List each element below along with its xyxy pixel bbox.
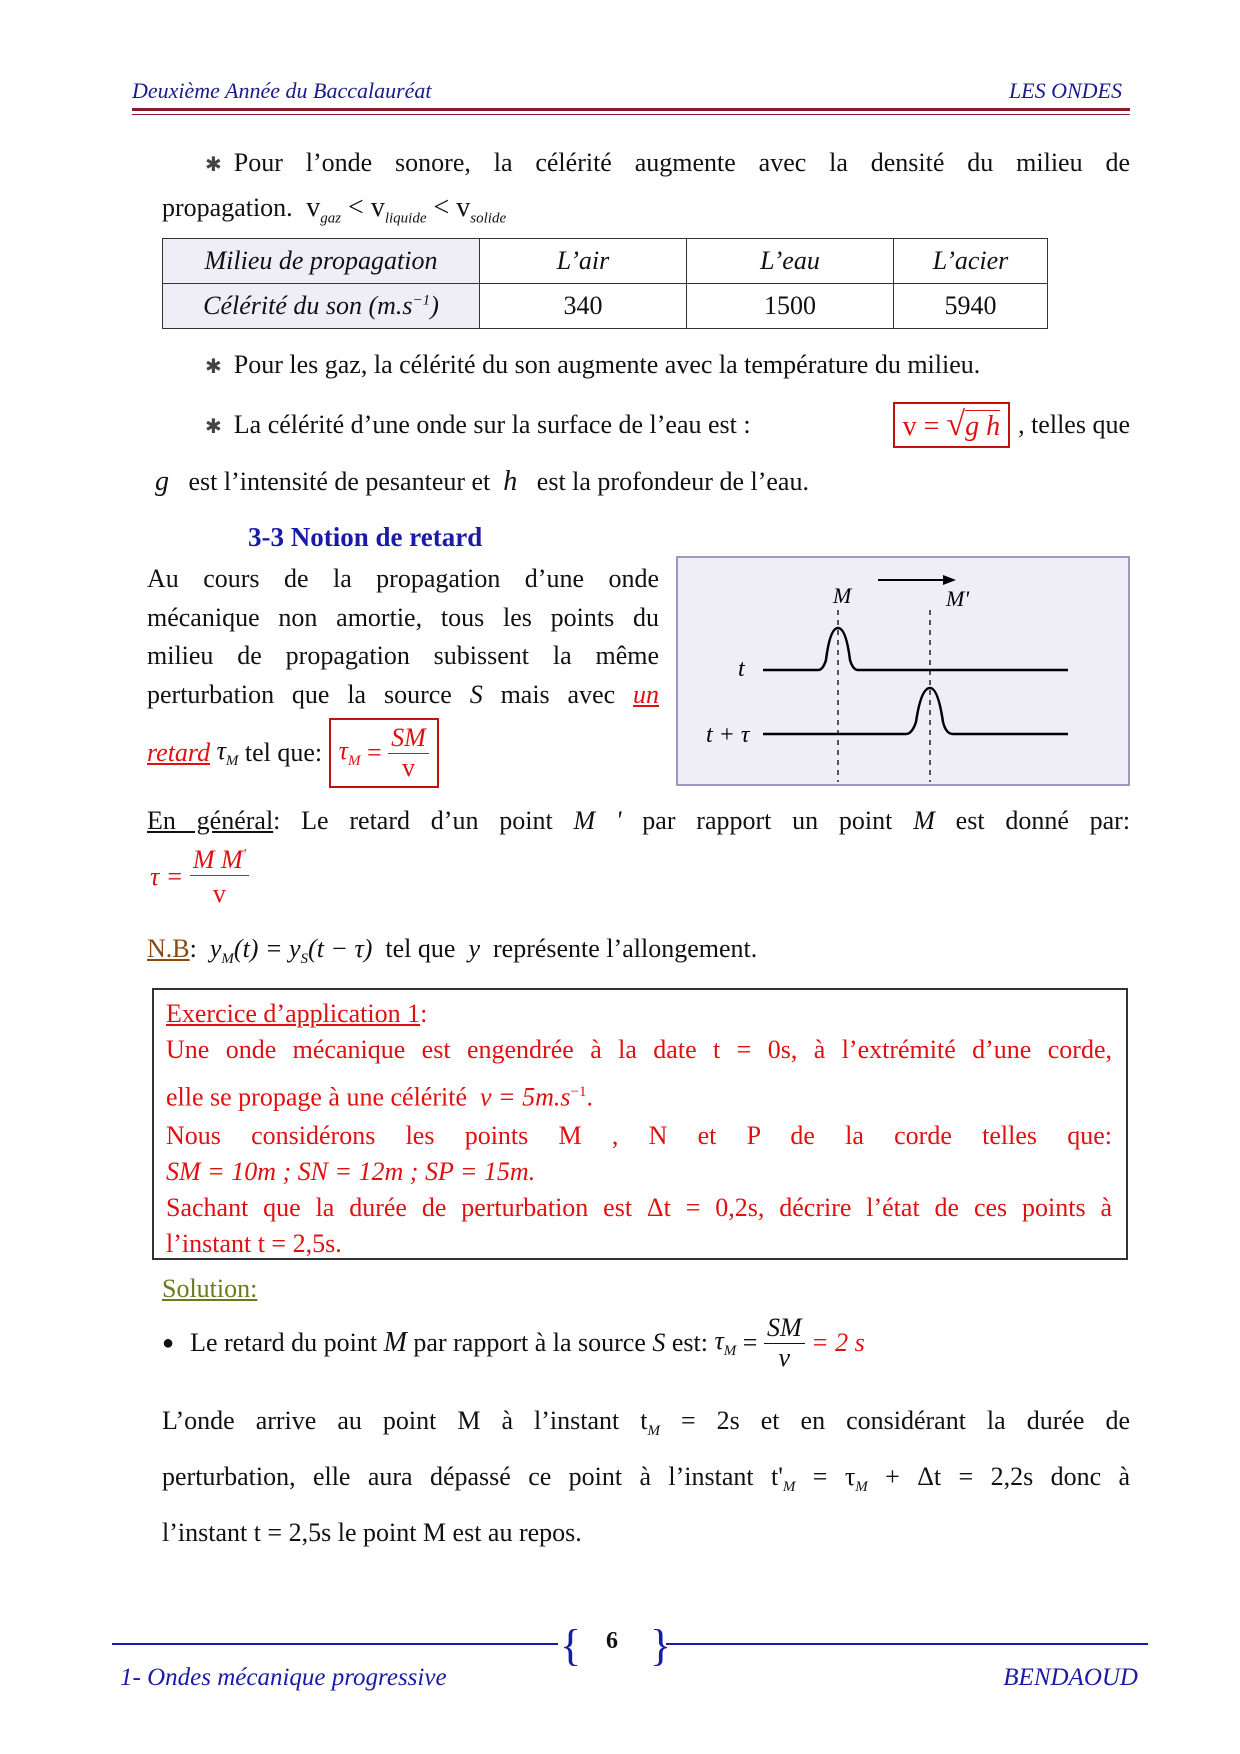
star-bullet-icon: ✱ [205, 416, 222, 438]
sound-speed-table [162, 238, 1048, 329]
exercise-title: Exercice d’application 1: [166, 999, 428, 1028]
general-retard-formula: τ = $\frac{M M'}{v}$ [150, 846, 249, 908]
bullet-dot-icon: ● [162, 1331, 175, 1354]
label-t: t [738, 656, 745, 682]
water-wave-definitions: g est l’intensité de pesanteur et h est la profondeur de l’eau. [155, 466, 809, 497]
bullet-water-wave: ✱ La célérité d’une onde sur la surface de l’eau est : v = √g h , telles que [205, 402, 1130, 448]
bullet-sound-density: ✱ Pour l’onde sonore, la célérité augmente avec la densité du milieu de [205, 148, 1130, 177]
solution-title: Solution: [162, 1274, 258, 1303]
page-number: 6 [606, 1628, 618, 1654]
header-rule [132, 108, 1130, 111]
exercise-line: Une onde mécanique est engendrée à la date t = 0s, à l’extrémité d’une corde, [166, 1035, 1112, 1064]
arrow-head-icon [943, 575, 956, 585]
velocity-inequality: $v_{gaz} < v_{liquide} < v_{solide}$ [306, 192, 507, 227]
retard-formula: $\tau_M$ = $\frac{SM}{v}$ [329, 718, 439, 788]
table-header-cell: Milieu de propagation [163, 239, 480, 284]
exercise-line: elle se propage à une célérité $v = 5m.s^{-1}$. [166, 1082, 593, 1112]
retard-formula-line: retard $\tau_M$ tel que: $\tau_M$ = $\frac{SM}{v}$ [147, 718, 439, 788]
table-header-cell: L’acier [894, 239, 1048, 284]
exercise-line: Nous considérons les points M , N et P de la corde telles que: [166, 1120, 1112, 1150]
exercise-box [152, 988, 1128, 1260]
bullet-gas-temperature: ✱ Pour les gaz, la célérité du son augmente avec la température du milieu. [205, 350, 981, 379]
pulse-at-t [763, 628, 1068, 670]
table-cell: 1500 [687, 284, 894, 329]
header-right: LES ONDES [1008, 78, 1122, 103]
label-t-tau: t + τ [706, 722, 750, 748]
footer-rule-left [112, 1643, 558, 1645]
footer-left: 1- Ondes mécanique progressive [120, 1664, 447, 1691]
footer-brace-left: { [560, 1621, 582, 1670]
nb-line: N.B: $y_M(t) = y_S(t - \tau)$ tel que y représente l’allongement. [147, 934, 758, 968]
label-M: M [833, 583, 852, 608]
footer-rule-right [666, 1643, 1148, 1645]
star-bullet-icon: ✱ [205, 154, 222, 176]
table-header-cell: L’eau [687, 239, 894, 284]
solution-bullet: ● Le retard du point M par rapport à la source S est: $\tau_M$ = $\frac{SM}{v}$ = 2 s [162, 1313, 865, 1372]
table-row [163, 284, 1048, 329]
star-bullet-icon: ✱ [205, 356, 222, 378]
table-header-cell: L’air [480, 239, 687, 284]
retard-diagram [676, 556, 1130, 786]
retard-paragraph: Au cours de la propagation d’une onde mécanique non amortie, tous les points du milieu de propagation subissent la même perturbation que la source S mais avec un [147, 564, 660, 709]
retard-diagram-svg [678, 558, 1128, 784]
table-row-label: Célérité du son $(m.s^{-1})$ [163, 284, 480, 329]
water-wave-formula: v = √g h [893, 402, 1010, 448]
table-row [163, 239, 1048, 284]
exercise-line: l’instant t = 2,5s. [166, 1228, 342, 1258]
label-M-prime: M' [946, 586, 970, 611]
exercise-line: Sachant que la durée de perturbation est Δt = 0,2s, décrire l’état de ces points à [166, 1192, 1112, 1222]
section-title: 3-3 Notion de retard [248, 522, 483, 552]
bullet-sound-density-line2: propagation. $v_{gaz} < v_{liquide} < v_{solide}$ [162, 192, 507, 227]
pulse-at-t-tau [763, 688, 1068, 734]
footer-right: BENDAOUD [1003, 1664, 1138, 1691]
header-rule-thin [132, 114, 1130, 115]
header-left: Deuxième Année du Baccalauréat [132, 78, 432, 103]
footer-brace-right: } [650, 1621, 672, 1670]
exercise-line: SM = 10m ; SN = 12m ; SP = 15m. [166, 1156, 536, 1186]
table-cell: 5940 [894, 284, 1048, 329]
solution-paragraph: L’onde arrive au point M à l’instant $t_M = 2s$ et en considérant la durée de perturbation, elle aura dépassé ce point à l’instant $t'_M = \tau_M + \Delta t = 2,2s$ donc à l’instant t = 2,5s le point M est au repos. [162, 1406, 1131, 1548]
general-retard-line: En général: Le retard d’un point M ' par rapport un point M est donné par: [147, 806, 1131, 835]
table-cell: 340 [480, 284, 687, 329]
